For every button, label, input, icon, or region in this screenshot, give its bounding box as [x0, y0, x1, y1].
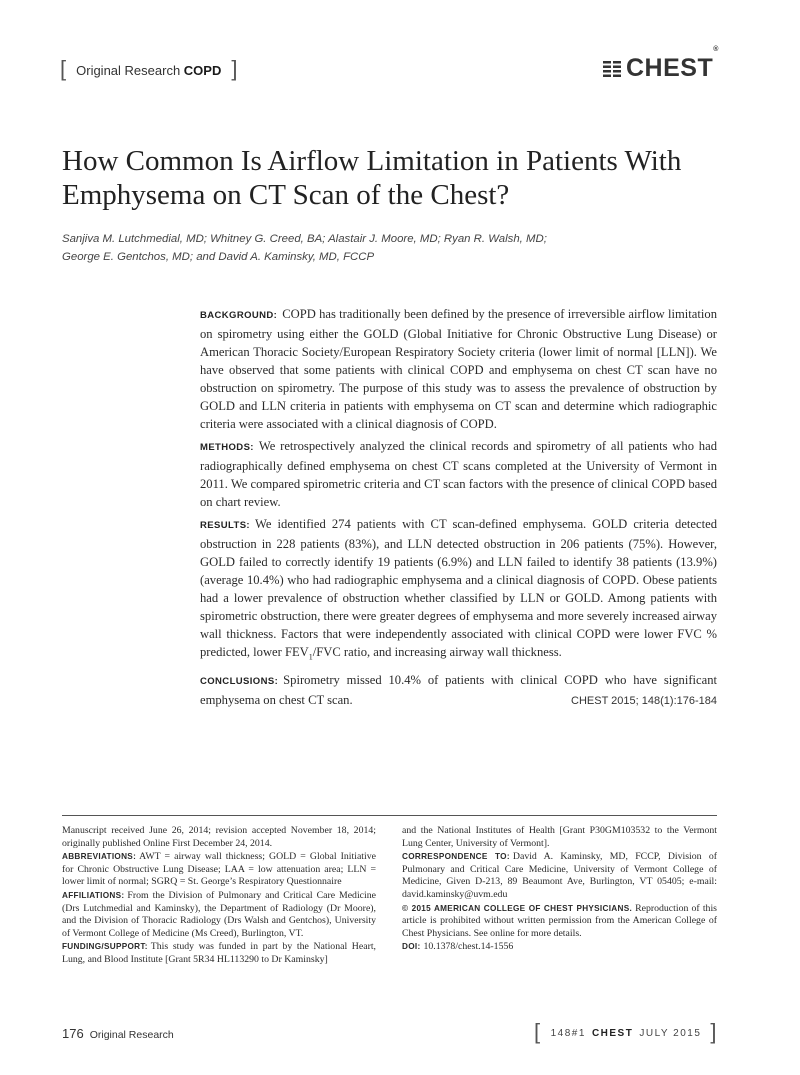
- doi-note: [402, 941, 717, 954]
- conclusions-text: Spirometry missed 10.4% of patients with clinical COPD who have significant emphysema on chest CT scan.: [200, 672, 717, 707]
- page-footer-left: [62, 1026, 174, 1041]
- footnotes-left: [62, 825, 376, 968]
- issue-date: JULY 2015: [639, 1027, 702, 1039]
- correspondence-note: [402, 851, 717, 901]
- results-subscript: 1: [308, 652, 313, 662]
- abbreviations-text: AWT = airway wall thickness; GOLD = Global Initiative for Chronic Obstructive Lung Disease; LAA = low attenuation area; LLN = lower limit of normal; SGRQ = St. George’s Respiratory Questionnaire: [62, 851, 376, 888]
- affiliations-label: AFFILIATIONS:: [62, 890, 125, 900]
- abstract-conclusions: [200, 671, 717, 709]
- doi-label: DOI:: [402, 942, 421, 952]
- article-title: [62, 144, 752, 212]
- background-text: COPD has traditionally been defined by the presence of irreversible airflow limitation on spirometry using either the GOLD (Global Initiative for Chronic Obstructive Lung Disease) or American Thoracic Society/European Respiratory Society criteria (lower limit of normal [LLN]). We have observed that some patients with clinical COPD and emphysema on chest CT scan have no obstruction on spirometry. The purpose of this study was to assess the prevalence of obstruction by GOLD and LLN criteria in patients with emphysema on CT scan and determine which radiographic criteria were associated with a clinical diagnosis of COPD.: [200, 307, 717, 431]
- journal-logo: [602, 46, 719, 83]
- left-bracket: [: [60, 56, 67, 81]
- author-line: Sanjiva M. Lutchmedial, MD; Whitney G. Creed, BA; Alastair J. Moore, MD; Ryan R. Walsh, MD;: [62, 233, 547, 245]
- methods-text: We retrospectively analyzed the clinical records and spirometry of all patients who had radiographically defined emphysema on chest CT scans completed at the University of Vermont in 2011. We compared spirometric criteria and CT scan factors with the presence of clinical COPD based on chart review.: [200, 439, 717, 509]
- funding-continued: and the National Institutes of Health [Grant P30GM103532 to the Vermont Lung Center, University of Vermont].: [402, 825, 717, 849]
- right-bracket: ]: [231, 56, 238, 81]
- abstract-background: [200, 305, 717, 433]
- correspondence-label: CORRESPONDENCE TO:: [402, 852, 510, 862]
- results-label: RESULTS:: [200, 520, 250, 531]
- doi-text: 10.1378/chest.14-1556: [423, 941, 514, 953]
- logo-wordmark: CHEST®: [626, 46, 719, 82]
- results-text: We identified 274 patients with CT scan-defined emphysema. GOLD criteria detected obstruction in 228 patients (83%), and LLN detected obstruction in 206 patients (75%). However, GOLD failed to correctly identify 19 patients (6.9%) and LLN failed to identify 38 patients (13.9%) (average 10.4%) who had radiographic emphysema and a clinical diagnosis of COPD. Obese patients had a lower prevalence of obstruction whether classified by LLN or GOLD. Among patients with spirometric obstruction, there were greater degrees of emphysema and more severely increased airway wall thickness. Factors that were independently associated with clinical COPD were lower FVC % predicted, lower FEV: [200, 517, 717, 659]
- manuscript-note: Manuscript received June 26, 2014; revision accepted November 18, 2014; originally published Online First December 24, 2014.: [62, 825, 376, 849]
- left-bracket: [: [534, 1019, 542, 1044]
- funding-label: FUNDING/SUPPORT:: [62, 942, 148, 952]
- copyright-text: Reproduction of this article is prohibited without written permission from the American College of Chest Physicians. See online for more details.: [402, 902, 717, 939]
- title-line: Emphysema on CT Scan of the Chest?: [62, 179, 510, 211]
- title-line: How Common Is Airflow Limitation in Patients With: [62, 145, 682, 177]
- abbreviations-note: [62, 851, 376, 889]
- abbreviations-label: ABBREVIATIONS:: [62, 852, 137, 862]
- funding-note: [62, 941, 376, 966]
- issue-number: 148#1: [550, 1027, 586, 1039]
- page-footer-right: [534, 1019, 719, 1044]
- copyright-label: © 2015 AMERICAN COLLEGE OF CHEST PHYSICIANS.: [402, 903, 633, 913]
- affiliations-text: From the Division of Pulmonary and Critical Care Medicine (Drs Lutchmedial and Kaminsky), the Department of Radiology (Dr Moore), and the Division of Thoracic Radiology (Drs Walsh and Gentchos), University of Vermont College of Medicine (Ms Creed), Burlington, VT.: [62, 889, 376, 939]
- methods-label: METHODS:: [200, 442, 254, 453]
- author-list: [62, 230, 662, 266]
- funding-text: This study was funded in part by the National Heart, Lung, and Blood Institute [Grant 5R34 HL113290 to Dr Kaminsky]: [62, 941, 376, 965]
- abstract-results: [200, 515, 717, 667]
- author-line: George E. Gentchos, MD; and David A. Kaminsky, MD, FCCP: [62, 251, 375, 263]
- lung-icon: [602, 59, 622, 79]
- conclusions-label: CONCLUSIONS:: [200, 675, 279, 687]
- footnotes-right: [402, 825, 717, 955]
- right-bracket: ]: [710, 1019, 719, 1044]
- abstract-methods: [200, 437, 717, 511]
- footer-journal: CHEST: [591, 1027, 634, 1039]
- background-label: BACKGROUND:: [200, 310, 278, 321]
- topic-label: COPD: [183, 62, 222, 78]
- affiliations-note: [62, 890, 376, 940]
- footnote-divider: [62, 815, 717, 816]
- citation: CHEST 2015; 148(1):176-184: [571, 694, 717, 707]
- copyright-note: [402, 903, 717, 941]
- results-text-end: /FVC ratio, and increasing airway wall thickness.: [312, 645, 562, 659]
- footer-section: Original Research: [89, 1029, 174, 1041]
- abstract: [200, 305, 717, 713]
- correspondence-text: David A. Kaminsky, MD, FCCP, Division of Pulmonary and Critical Care Medicine, University of Vermont College of Medicine, Given D-213, 89 Beaumont Ave, Burlington, VT 05405; e-mail: david.kaminsky@uvm.edu: [402, 851, 717, 900]
- section-tag: [60, 58, 237, 82]
- page-number: 176: [62, 1026, 84, 1041]
- section-label: Original Research: [76, 62, 181, 78]
